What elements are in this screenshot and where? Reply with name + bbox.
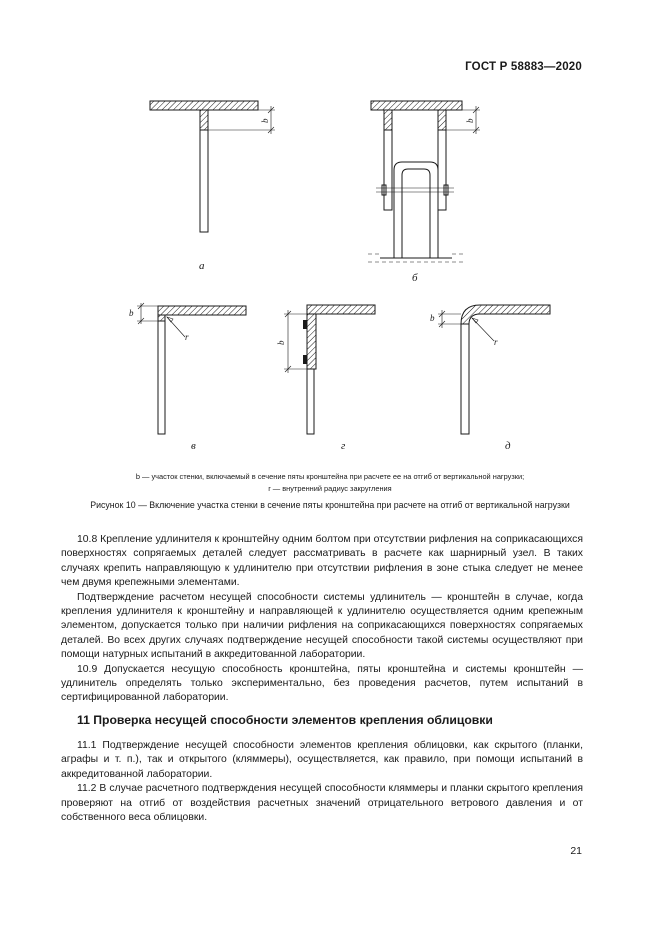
paragraph-11-1: 11.1 Подтверждение несущей способности элементов крепления облицовки, как скрытого (планки, аграфы и т. п.), так и открытого (кляммеры), осуществляется, как правило, при помощи испытаний в аккредитованной лаборатории. <box>61 740 583 780</box>
sublabel-b: б <box>412 272 418 284</box>
drawing-g <box>276 305 375 434</box>
figure-legend-line-1: b — участок стенки, включаемый в сечение пяты кронштейна при расчете ее на отгиб от вертикальной нагрузки; <box>135 472 525 481</box>
dim-r-label-v: r <box>185 332 189 342</box>
figure-legend-line-2: r — внутренний радиус закругления <box>268 484 392 493</box>
sublabel-a: а <box>199 260 205 272</box>
paragraph-10-9: 10.9 Допускается несущую способность кронштейна, пяты кронштейна и системы кронштейн — удлинитель определять только экспериментально, без проведения расчетов, путем испытаний в сертифицированной лаборатории. <box>61 663 583 704</box>
document-header: ГОСТ Р 58883—2020 <box>465 61 582 73</box>
drawing-a <box>150 101 275 232</box>
dim-b-label-g: b <box>276 340 286 345</box>
section-10-text <box>61 533 583 706</box>
drawing-b <box>368 101 480 262</box>
dim-b-label-d: b <box>430 313 435 323</box>
section-11-heading: 11 Проверка несущей способности элементов крепления облицовки <box>77 713 493 727</box>
sublabel-v: в <box>191 440 196 452</box>
dim-r-label-d: r <box>494 337 498 347</box>
drawing-d <box>430 305 550 434</box>
figure-caption: Рисунок 10 — Включение участка стенки в сечение пяты кронштейна при расчете на отгиб от вертикальной нагрузки <box>90 500 570 510</box>
sublabel-g: г <box>341 440 346 452</box>
dim-b-label-a: b <box>260 118 270 123</box>
paragraph-10-8-cont: Подтверждение расчетом несущей способности системы удлинитель — кронштейн в случае, когда крепления удлинителя к кронштейну и направляющей к удлинителю осуществляется одним крепежным элементом, допускается только при наличии рифления на соприкасающихся поверхностях сопрягаемых деталей. Во всех других случаях подтверждение несущей способности такой системы осуществляют при помощи натурных испытаний в аккредитованной лаборатории. <box>61 591 583 661</box>
page-number: 21 <box>570 845 582 857</box>
paragraph-11-2: 11.2 В случае расчетного подтверждения несущей способности кляммеры и планки скрытого крепления проверяют на отгиб от воздействия расчетных значений отрицательного ветрового давления и от собственного веса облицовки. <box>61 783 583 824</box>
dim-b-label-v: b <box>129 308 134 318</box>
paragraph-10-8: 10.8 Крепление удлинителя к кронштейну одним болтом при отсутствии рифления на соприкасающихся поверхностях сопрягаемых деталей следует рассматривать в расчете как шарнирный узел. В таких случаях крепить направляющую к удлинителю при отсутствии рифления в зоне стыка следует не менее чем двумя крепежными элементами. <box>61 534 583 589</box>
sublabel-d: д <box>505 440 511 452</box>
drawing-v <box>129 303 246 434</box>
dim-b-label-b: b <box>465 118 475 123</box>
section-11-text <box>61 739 583 825</box>
